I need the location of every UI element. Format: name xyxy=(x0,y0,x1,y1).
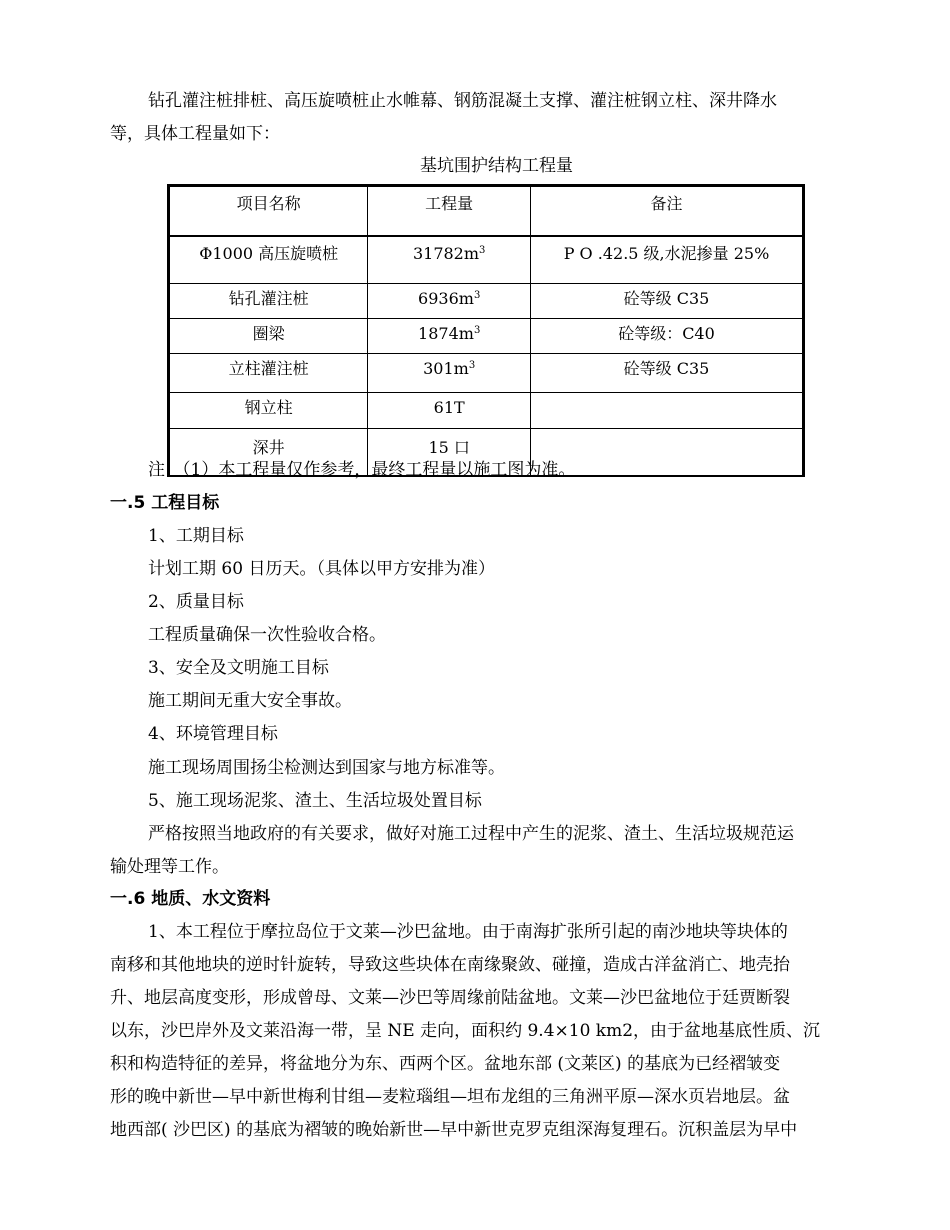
cell-quantity: $301m^3$ xyxy=(368,354,531,393)
goal-item: 施工期间无重大安全事故。 xyxy=(148,691,352,711)
goal-item: 3、安全及文明施工目标 xyxy=(148,658,329,678)
table-header-row xyxy=(169,186,804,237)
goal-item: 施工现场周围扬尘检测达到国家与地方标准等。 xyxy=(148,758,505,778)
geology-line: 升、地层高度变形，形成曾母、文莱—沙巴等周缘前陆盆地。文莱—沙巴盆地位于廷贾断裂 xyxy=(110,988,790,1008)
section-5-heading: 一.5 工程目标 xyxy=(110,493,220,513)
geology-line: 积和构造特征的差异，将盆地分为东、西两个区。盆地东部 (文莱区) 的基底为已经褶皱变 xyxy=(110,1054,781,1074)
header-remarks: 备注 xyxy=(530,186,803,237)
intro-line-2: 等，具体工程量如下： xyxy=(110,124,280,144)
goal-item: 计划工期 60 日历天。（具体以甲方安排为准） xyxy=(148,559,495,579)
table-row xyxy=(169,284,804,319)
goal-paragraph-line-2: 输处理等工作。 xyxy=(110,857,229,877)
cell-quantity: $31782m^3$ xyxy=(368,236,531,284)
quantity-table xyxy=(167,184,805,477)
geology-line: 形的晚中新世—早中新世梅利甘组—麦粒瑙组—坦布龙组的三角洲平原—深水页岩地层。盆 xyxy=(110,1087,790,1107)
cell-remark: 砼等级 C35 xyxy=(530,284,803,319)
cell-name: 钢立柱 xyxy=(169,393,368,429)
goal-item: 4、环境管理目标 xyxy=(148,724,278,744)
cell-remark: 砼等级：C40 xyxy=(530,319,803,354)
goal-item: 1、工期目标 xyxy=(148,526,244,546)
cell-remark xyxy=(530,393,803,429)
cell-quantity: $1874m^3$ xyxy=(368,319,531,354)
cell-quantity: $6936m^3$ xyxy=(368,284,531,319)
goal-item: 工程质量确保一次性验收合格。 xyxy=(148,625,386,645)
header-item-name: 项目名称 xyxy=(169,186,368,237)
cell-remark: P O .42.5 级,水泥掺量 25% xyxy=(530,236,803,284)
header-quantity: 工程量 xyxy=(368,186,531,237)
table-row xyxy=(169,354,804,393)
cell-name: 立柱灌注桩 xyxy=(169,354,368,393)
goal-item: 5、施工现场泥浆、渣土、生活垃圾处置目标 xyxy=(148,791,482,811)
goal-item: 2、质量目标 xyxy=(148,592,244,612)
table-caption: 基坑围护结构工程量 xyxy=(420,156,573,176)
cell-name: 钻孔灌注桩 xyxy=(169,284,368,319)
cell-quantity: 15 口 xyxy=(368,429,531,477)
geology-line: 以东，沙巴岸外及文莱沿海一带，呈 NE 走向，面积约 9.4×10 km2，由于盆地基底性质、沉 xyxy=(110,1021,821,1041)
geology-line: 南移和其他地块的逆时针旋转，导致这些块体在南缘聚敛、碰撞，造成古洋盆消亡、地壳抬 xyxy=(110,955,790,975)
table-row xyxy=(169,319,804,354)
goal-paragraph-line-1: 严格按照当地政府的有关要求，做好对施工过程中产生的泥浆、渣土、生活垃圾规范运 xyxy=(148,824,794,844)
cell-name: 圈梁 xyxy=(169,319,368,354)
cell-remark: 砼等级 C35 xyxy=(530,354,803,393)
geology-line: 地西部( 沙巴区) 的基底为褶皱的晚始新世—早中新世克罗克组深海复理石。沉积盖层为早中 xyxy=(110,1120,798,1140)
table-note: 注：（1）本工程量仅作参考，最终工程量以施工图为准。 xyxy=(148,460,576,480)
intro-line-1: 钻孔灌注桩排桩、高压旋喷桩止水帷幕、钢筋混凝土支撑、灌注桩钢立柱、深井降水 xyxy=(148,91,777,111)
cell-quantity: 61T xyxy=(368,393,531,429)
section-6-heading: 一.6 地质、水文资料 xyxy=(110,889,271,909)
table-row xyxy=(169,393,804,429)
geology-line: 1、本工程位于摩拉岛位于文莱—沙巴盆地。由于南海扩张所引起的南沙地块等块体的 xyxy=(148,922,788,942)
table-row xyxy=(169,236,804,284)
cell-name: 深井 xyxy=(169,429,368,477)
cell-name: Φ1000 高压旋喷桩 xyxy=(169,236,368,284)
